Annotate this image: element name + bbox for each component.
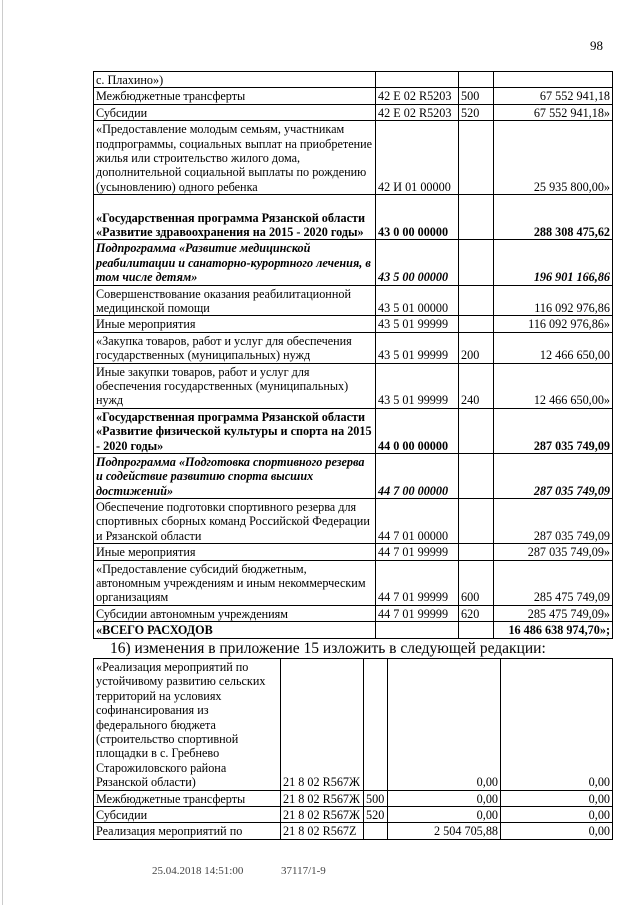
row-name: Субсидии (94, 104, 376, 120)
row-amount-1: 0,00 (388, 806, 501, 822)
scan-edge (2, 0, 3, 905)
row-amount-2: 0,00 (501, 659, 613, 791)
row-code: 43 5 00 00000 (376, 240, 459, 285)
row-amount-1: 0,00 (388, 659, 501, 791)
table-row (94, 605, 613, 621)
row-expense-type: 520 (459, 104, 494, 120)
table-row (94, 285, 613, 316)
row-name: «ВСЕГО РАСХОДОВ (94, 622, 376, 638)
table-row (94, 72, 613, 88)
row-name: Реализация мероприятий по (94, 823, 281, 839)
row-code: 42 Е 02 R5203 (376, 88, 459, 104)
row-code: 43 5 01 99999 (376, 332, 459, 363)
row-amount: 116 092 976,86 (494, 285, 613, 316)
row-expense-type: 620 (459, 605, 494, 621)
table-row (94, 408, 613, 453)
row-name: Субсидии (94, 806, 281, 822)
row-amount: 196 901 166,86 (494, 240, 613, 285)
footer-doc-code: 37117/1-9 (281, 865, 326, 877)
row-expense-type: 520 (364, 806, 388, 822)
table-row (94, 316, 613, 332)
expenses-table (93, 71, 613, 639)
row-amount (494, 72, 613, 88)
row-expense-type (459, 285, 494, 316)
row-code: 44 7 01 99999 (376, 605, 459, 621)
row-name: «Государственная программа Рязанской области «Развитие физической культуры и спорта на 2015 - 2020 годы» (94, 408, 376, 453)
row-amount: 287 035 749,09 (494, 499, 613, 544)
table-row (94, 240, 613, 285)
row-amount: 16 486 638 974,70»; (494, 622, 613, 638)
row-amount: 116 092 976,86» (494, 316, 613, 332)
row-code: 44 7 01 00000 (376, 499, 459, 544)
row-code: 21 8 02 R567Ж (281, 790, 364, 806)
row-expense-type (364, 823, 388, 839)
table-row (94, 88, 613, 104)
table-row (94, 622, 613, 638)
footer-timestamp: 25.04.2018 14:51:00 (152, 865, 244, 877)
row-amount-2: 0,00 (501, 806, 613, 822)
table-row (94, 499, 613, 544)
table-row (94, 790, 613, 806)
row-code: 42 Е 02 R5203 (376, 104, 459, 120)
row-code: 44 7 01 99999 (376, 560, 459, 605)
row-amount: 12 466 650,00 (494, 332, 613, 363)
row-name: «Реализация мероприятий по устойчивому развитию сельских территорий на условиях софинансирования из федерального бюджета (строительство спортивной площадки в с. Гребнево Старожиловского района Рязанской области) (94, 659, 281, 791)
row-expense-type: 500 (459, 88, 494, 104)
row-code: 43 5 01 99999 (376, 316, 459, 332)
row-code: 44 0 00 00000 (376, 408, 459, 453)
table-row (94, 121, 613, 195)
row-code: 44 7 01 99999 (376, 544, 459, 560)
row-name: Межбюджетные трансферты (94, 790, 281, 806)
row-expense-type: 600 (459, 560, 494, 605)
row-amount-2: 0,00 (501, 823, 613, 839)
row-expense-type (459, 121, 494, 195)
row-amount: 67 552 941,18» (494, 104, 613, 120)
row-code (376, 622, 459, 638)
row-name: Совершенствование оказания реабилитационной медицинской помощи (94, 285, 376, 316)
row-amount-1: 0,00 (388, 790, 501, 806)
row-amount: 288 308 475,62 (494, 195, 613, 240)
row-name: «Предоставление молодым семьям, участникам подпрограммы, социальных выплат на приобретение жилья или строительство жилого дома, дополнительной социальной выплаты по рождению (усыновлению) одного ребенка (94, 121, 376, 195)
row-code: 21 8 02 R567Ж (281, 659, 364, 791)
row-name: Иные закупки товаров, работ и услуг для обеспечения государственных (муниципальных) нужд (94, 363, 376, 408)
row-expense-type: 240 (459, 363, 494, 408)
row-name: Обеспечение подготовки спортивного резерва для спортивных сборных команд Российской Федерации и Рязанской области (94, 499, 376, 544)
row-code: 21 8 02 R567Z (281, 823, 364, 839)
row-expense-type (459, 499, 494, 544)
row-code (376, 72, 459, 88)
table-row (94, 332, 613, 363)
row-expense-type: 500 (364, 790, 388, 806)
table-row (94, 104, 613, 120)
row-code: 44 7 00 00000 (376, 453, 459, 498)
row-expense-type (459, 453, 494, 498)
row-amount: 285 475 749,09 (494, 560, 613, 605)
row-name: Субсидии автономным учреждениям (94, 605, 376, 621)
row-name: «Предоставление субсидий бюджетным, автономным учреждениям и иным некоммерческим организациям (94, 560, 376, 605)
row-expense-type (459, 240, 494, 285)
row-code: 42 И 01 00000 (376, 121, 459, 195)
row-amount: 287 035 749,09» (494, 544, 613, 560)
row-name: Подпрограмма «Развитие медицинской реабилитации и санаторно-курортного лечения, в том числе детям» (94, 240, 376, 285)
page-number: 98 (590, 38, 603, 53)
row-expense-type: 200 (459, 332, 494, 363)
appendix-15-table (93, 658, 613, 840)
row-amount: 285 475 749,09» (494, 605, 613, 621)
row-amount: 287 035 749,09 (494, 453, 613, 498)
row-amount-1: 2 504 705,88 (388, 823, 501, 839)
row-code: 43 0 00 00000 (376, 195, 459, 240)
row-name: «Государственная программа Рязанской области «Развитие здравоохранения на 2015 - 2020 годы» (94, 195, 376, 240)
row-name: с. Плахино») (94, 72, 376, 88)
row-name: Иные мероприятия (94, 316, 376, 332)
row-amount-2: 0,00 (501, 790, 613, 806)
row-name: Подпрограмма «Подготовка спортивного резерва и содействие развитию спорта высших достижений» (94, 453, 376, 498)
row-expense-type (459, 72, 494, 88)
row-expense-type (459, 622, 494, 638)
row-expense-type (459, 195, 494, 240)
row-expense-type (459, 544, 494, 560)
table-row (94, 453, 613, 498)
row-name: Иные мероприятия (94, 544, 376, 560)
row-code: 43 5 01 99999 (376, 363, 459, 408)
table-row (94, 560, 613, 605)
row-name: «Закупка товаров, работ и услуг для обеспечения государственных (муниципальных) нужд (94, 332, 376, 363)
table-row (94, 659, 613, 791)
row-amount: 12 466 650,00» (494, 363, 613, 408)
row-code: 43 5 01 00000 (376, 285, 459, 316)
row-amount: 287 035 749,09 (494, 408, 613, 453)
table-row (94, 806, 613, 822)
row-name: Межбюджетные трансферты (94, 88, 376, 104)
row-expense-type (459, 408, 494, 453)
row-expense-type (459, 316, 494, 332)
table-row (94, 544, 613, 560)
row-code: 21 8 02 R567Ж (281, 806, 364, 822)
row-amount: 67 552 941,18 (494, 88, 613, 104)
section-heading: 16) изменения в приложение 15 изложить в следующей редакции: (110, 640, 546, 657)
table-row (94, 195, 613, 240)
row-amount: 25 935 800,00» (494, 121, 613, 195)
table-row (94, 363, 613, 408)
row-expense-type (364, 659, 388, 791)
table-row (94, 823, 613, 839)
